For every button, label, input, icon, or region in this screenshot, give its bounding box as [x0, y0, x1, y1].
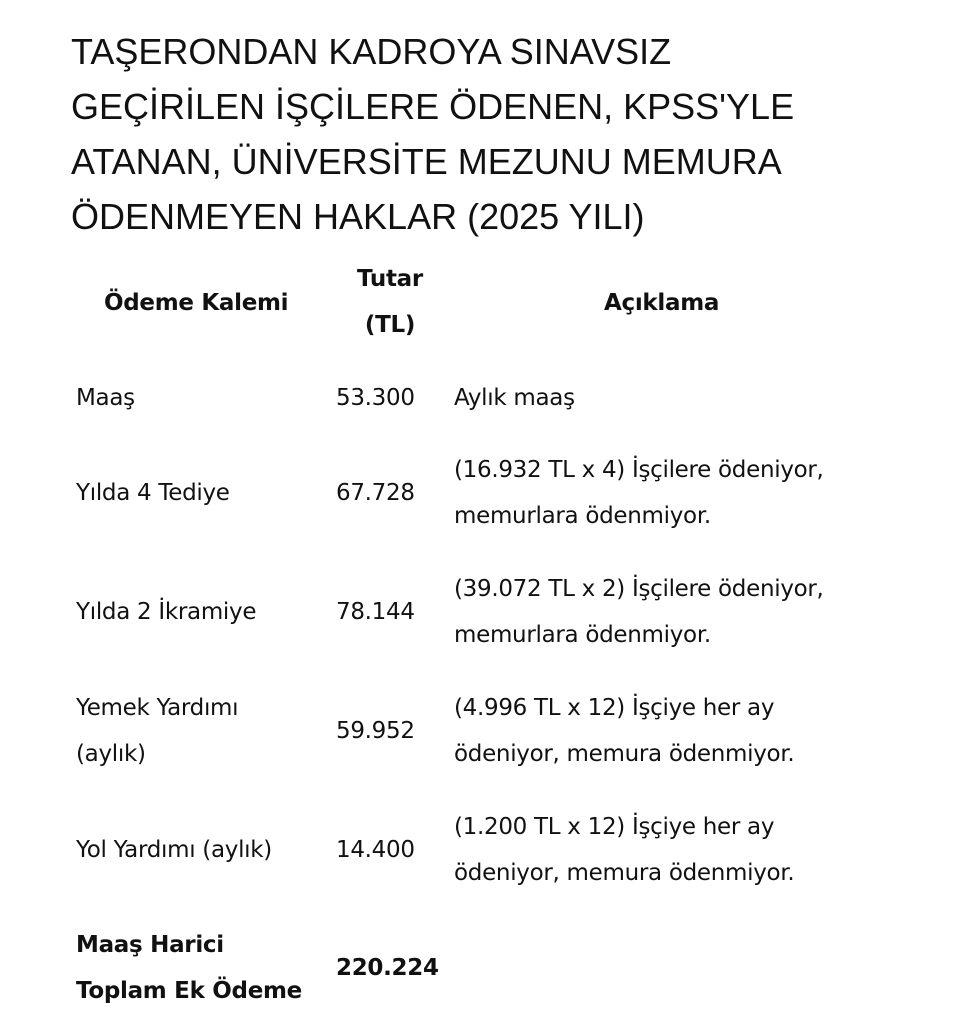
row-description: Aylık maaş: [454, 385, 575, 411]
row-item: Yol Yardımı (aylık): [76, 837, 272, 863]
row-item: Maaş: [76, 385, 135, 411]
row-description: [454, 804, 794, 896]
row-description-line: ödeniyor, memura ödenmiyor.: [454, 860, 795, 886]
title-line: GEÇİRİLEN İŞÇİLERE ÖDENEN, KPSS'YLE: [71, 86, 795, 127]
row-item: Yılda 2 İkramiye: [76, 599, 257, 625]
page-title: [71, 24, 931, 244]
header-description: Açıklama: [604, 290, 720, 316]
row-amount: 67.728: [336, 480, 415, 506]
row-description: [454, 447, 824, 539]
total-label: [76, 922, 302, 1014]
total-amount: 220.224: [336, 955, 439, 981]
row-item: [76, 685, 238, 777]
title-line: TAŞERONDAN KADROYA SINAVSIZ: [71, 31, 672, 72]
row-description: [454, 566, 824, 658]
row-description-line: (16.932 TL x 4) İşçilere ödeniyor,: [454, 457, 824, 483]
total-label-line: Maaş Harici: [76, 932, 224, 958]
row-item: Yılda 4 Tediye: [76, 480, 230, 506]
header-amount: [340, 256, 440, 348]
title-line: ATANAN, ÜNİVERSİTE MEZUNU MEMURA: [71, 141, 782, 182]
row-item-line: Yemek Yardımı: [76, 695, 239, 721]
header-amount-line: (TL): [364, 312, 416, 338]
total-label-line: Toplam Ek Ödeme: [76, 978, 302, 1004]
row-description-line: memurlara ödenmiyor.: [454, 503, 711, 529]
row-amount: 59.952: [336, 718, 415, 744]
row-item-line: (aylık): [76, 741, 146, 767]
row-description-line: (4.996 TL x 12) İşçiye her ay: [454, 695, 775, 721]
row-description-line: (1.200 TL x 12) İşçiye her ay: [454, 814, 775, 840]
row-amount: 78.144: [336, 599, 415, 625]
row-description: [454, 685, 794, 777]
row-description-line: memurlara ödenmiyor.: [454, 622, 711, 648]
row-description-line: (39.072 TL x 2) İşçilere ödeniyor,: [454, 576, 824, 602]
row-amount: 14.400: [336, 837, 415, 863]
row-description-line: ödeniyor, memura ödenmiyor.: [454, 741, 795, 767]
title-line: ÖDENMEYEN HAKLAR (2025 YILI): [71, 196, 645, 237]
header-amount-line: Tutar: [357, 266, 423, 292]
header-item: Ödeme Kalemi: [104, 290, 289, 316]
row-amount: 53.300: [336, 385, 415, 411]
